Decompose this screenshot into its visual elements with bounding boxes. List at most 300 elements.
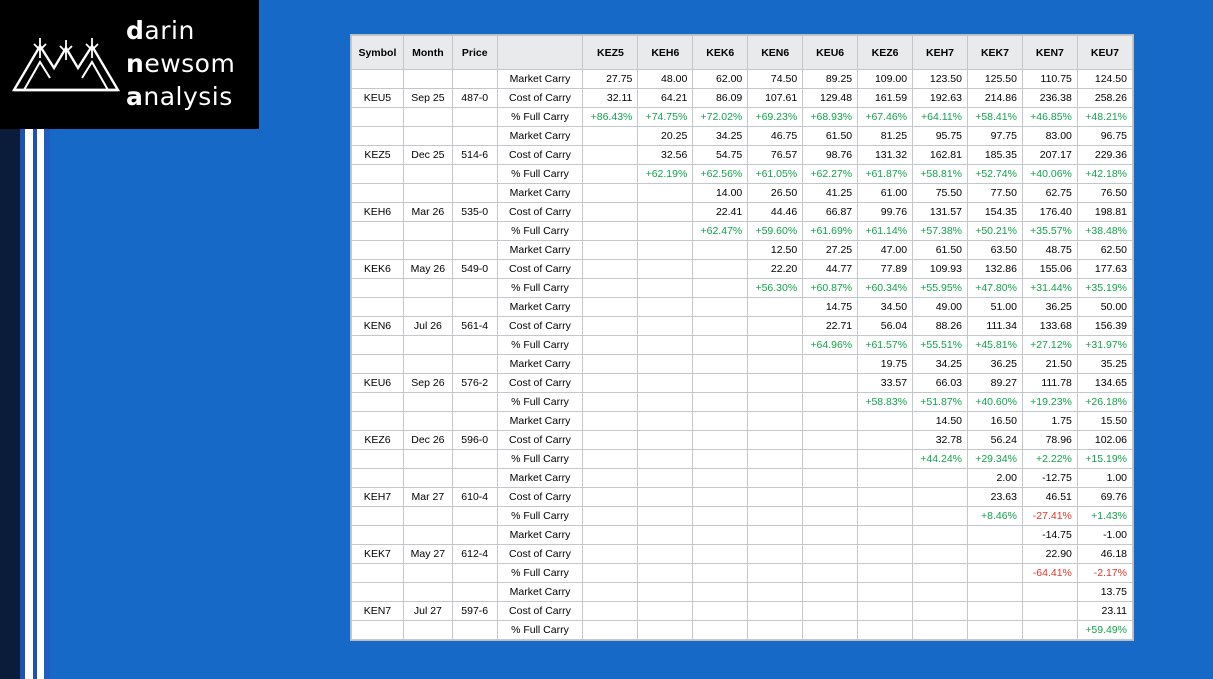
cell-value [1022, 602, 1077, 621]
cell-value [748, 412, 803, 431]
cell-value: 198.81 [1077, 203, 1132, 222]
cell-value: +31.44% [1022, 279, 1077, 298]
cell-value [858, 488, 913, 507]
cell-value: 33.57 [858, 374, 913, 393]
cell-value [583, 393, 638, 412]
table-row [352, 165, 1133, 184]
cell-value: 76.50 [1077, 184, 1132, 203]
brand-line-3: analysis [126, 82, 233, 111]
cell-value: +40.60% [968, 393, 1023, 412]
cell-value: +67.46% [858, 108, 913, 127]
cell-value [583, 545, 638, 564]
cell-value: 21.50 [1022, 355, 1077, 374]
cell-value [583, 412, 638, 431]
cell-value: +59.49% [1077, 621, 1132, 640]
cell-value [858, 583, 913, 602]
cell-value [1022, 621, 1077, 640]
cell-value [583, 279, 638, 298]
cell-value [583, 336, 638, 355]
cell-value: +42.18% [1077, 165, 1132, 184]
cell-value: 78.96 [1022, 431, 1077, 450]
cell-metric-label: Market Carry [497, 355, 583, 374]
cell-month [403, 70, 452, 89]
cell-value: 77.89 [858, 260, 913, 279]
cell-metric-label: Market Carry [497, 583, 583, 602]
cell-value: 62.75 [1022, 184, 1077, 203]
cell-value: 258.26 [1077, 89, 1132, 108]
cell-value: 124.50 [1077, 70, 1132, 89]
cell-metric-label: Cost of Carry [497, 488, 583, 507]
cell-month [403, 469, 452, 488]
cell-value: +55.95% [913, 279, 968, 298]
cell-value: +64.11% [913, 108, 968, 127]
cell-value [858, 621, 913, 640]
cell-value [858, 412, 913, 431]
cell-month: Dec 26 [403, 431, 452, 450]
cell-value: +47.80% [968, 279, 1023, 298]
column-header-kez6: KEZ6 [858, 36, 913, 70]
cell-value [693, 336, 748, 355]
cell-value: +1.43% [1077, 507, 1132, 526]
cell-value: +56.30% [748, 279, 803, 298]
cell-value: +61.14% [858, 222, 913, 241]
cell-price: 549-0 [452, 260, 497, 279]
cell-value [748, 355, 803, 374]
cell-price: 576-2 [452, 374, 497, 393]
cell-value [803, 621, 858, 640]
table-row [352, 488, 1133, 507]
cell-value [638, 583, 693, 602]
cell-month [403, 355, 452, 374]
cell-value: +61.69% [803, 222, 858, 241]
cell-value [583, 317, 638, 336]
cell-symbol [352, 412, 404, 431]
cell-value: 131.57 [913, 203, 968, 222]
cell-symbol [352, 526, 404, 545]
cell-value: 123.50 [913, 70, 968, 89]
cell-value [583, 203, 638, 222]
cell-symbol [352, 279, 404, 298]
cell-symbol [352, 469, 404, 488]
header-row [352, 36, 1133, 70]
cell-price: 597-6 [452, 602, 497, 621]
cell-value [803, 469, 858, 488]
cell-value [968, 526, 1023, 545]
cell-value: 19.75 [858, 355, 913, 374]
cell-value [748, 545, 803, 564]
cell-value [693, 279, 748, 298]
cell-metric-label: % Full Carry [497, 564, 583, 583]
cell-metric-label: Market Carry [497, 241, 583, 260]
brand-logo-block [0, 0, 259, 129]
cell-value [803, 412, 858, 431]
cell-value [748, 488, 803, 507]
table-row [352, 222, 1133, 241]
cell-value: 86.09 [693, 89, 748, 108]
cell-value: 41.25 [803, 184, 858, 203]
cell-value: 66.03 [913, 374, 968, 393]
cell-value [583, 222, 638, 241]
cell-value [638, 184, 693, 203]
cell-value: 26.50 [748, 184, 803, 203]
cell-price [452, 298, 497, 317]
cell-value [693, 298, 748, 317]
cell-value [638, 241, 693, 260]
cell-month [403, 165, 452, 184]
cell-month [403, 184, 452, 203]
cell-value: 20.25 [638, 127, 693, 146]
cell-value [968, 545, 1023, 564]
cell-symbol [352, 450, 404, 469]
brand-line-1: darin [126, 16, 195, 45]
cell-symbol [352, 70, 404, 89]
cell-value: 176.40 [1022, 203, 1077, 222]
cell-value [693, 602, 748, 621]
cell-value [858, 526, 913, 545]
cell-value: +50.21% [968, 222, 1023, 241]
cell-value: +69.23% [748, 108, 803, 127]
cell-value [913, 526, 968, 545]
cell-symbol [352, 108, 404, 127]
cell-value: +44.24% [913, 450, 968, 469]
cell-value [693, 583, 748, 602]
cell-value: 14.50 [913, 412, 968, 431]
cell-metric-label: Cost of Carry [497, 602, 583, 621]
cell-value: +35.57% [1022, 222, 1077, 241]
cell-value: 98.76 [803, 146, 858, 165]
cell-symbol [352, 583, 404, 602]
cell-value: 64.21 [638, 89, 693, 108]
cell-value: +74.75% [638, 108, 693, 127]
cell-month: Mar 26 [403, 203, 452, 222]
cell-value [913, 545, 968, 564]
cell-value [858, 564, 913, 583]
cell-value [748, 507, 803, 526]
cell-price: 514-6 [452, 146, 497, 165]
cell-value: +35.19% [1077, 279, 1132, 298]
cell-value: -64.41% [1022, 564, 1077, 583]
cell-value: 111.78 [1022, 374, 1077, 393]
cell-value: 2.00 [968, 469, 1023, 488]
cell-value: 131.32 [858, 146, 913, 165]
cell-value [968, 602, 1023, 621]
table-row [352, 602, 1133, 621]
cell-value [748, 526, 803, 545]
cell-price: 487-0 [452, 89, 497, 108]
cell-value: 134.65 [1077, 374, 1132, 393]
cell-value: +72.02% [693, 108, 748, 127]
cell-value [693, 393, 748, 412]
cell-value: 1.75 [1022, 412, 1077, 431]
cell-value: 207.17 [1022, 146, 1077, 165]
table-row [352, 355, 1133, 374]
cell-price: 535-0 [452, 203, 497, 222]
cell-value: +60.34% [858, 279, 913, 298]
cell-metric-label: % Full Carry [497, 165, 583, 184]
cell-value: +26.18% [1077, 393, 1132, 412]
cell-value: +61.05% [748, 165, 803, 184]
cell-month [403, 526, 452, 545]
cell-value: 1.00 [1077, 469, 1132, 488]
cell-value [638, 431, 693, 450]
cell-value: 12.50 [748, 241, 803, 260]
cell-month [403, 583, 452, 602]
cell-value: 62.00 [693, 70, 748, 89]
table-row [352, 450, 1133, 469]
cell-value [858, 431, 913, 450]
cell-value [693, 507, 748, 526]
cell-value: 156.39 [1077, 317, 1132, 336]
cell-symbol: KEZ5 [352, 146, 404, 165]
cell-symbol: KEU5 [352, 89, 404, 108]
cell-value: 95.75 [913, 127, 968, 146]
cell-value [638, 488, 693, 507]
cell-month [403, 279, 452, 298]
column-header-symbol: Symbol [352, 36, 404, 70]
cell-value [748, 621, 803, 640]
brand-wordmark [126, 14, 235, 113]
cell-value [638, 355, 693, 374]
cell-value [638, 298, 693, 317]
cell-symbol: KEU6 [352, 374, 404, 393]
cell-value: 27.75 [583, 70, 638, 89]
table-row [352, 70, 1133, 89]
cell-value: +57.38% [913, 222, 968, 241]
cell-metric-label: Cost of Carry [497, 146, 583, 165]
cell-value: 44.46 [748, 203, 803, 222]
cell-value [693, 526, 748, 545]
cell-month [403, 450, 452, 469]
cell-price [452, 355, 497, 374]
cell-value: 102.06 [1077, 431, 1132, 450]
cell-price: 561-4 [452, 317, 497, 336]
cell-value: +61.87% [858, 165, 913, 184]
cell-value [913, 564, 968, 583]
cell-value: +31.97% [1077, 336, 1132, 355]
table-row [352, 298, 1133, 317]
column-header-kek6: KEK6 [693, 36, 748, 70]
cell-value: 129.48 [803, 89, 858, 108]
cell-value [693, 545, 748, 564]
cell-metric-label: Market Carry [497, 298, 583, 317]
cell-value: 74.50 [748, 70, 803, 89]
cell-value: +55.51% [913, 336, 968, 355]
column-header-keu6: KEU6 [803, 36, 858, 70]
carry-table-container [350, 34, 1134, 641]
cell-value: 32.78 [913, 431, 968, 450]
cell-value: 22.90 [1022, 545, 1077, 564]
cell-value [858, 507, 913, 526]
cell-value [858, 469, 913, 488]
table-row [352, 393, 1133, 412]
cell-value: +59.60% [748, 222, 803, 241]
column-header-ken7: KEN7 [1022, 36, 1077, 70]
cell-month [403, 241, 452, 260]
cell-value [583, 526, 638, 545]
cell-value [638, 260, 693, 279]
cell-value: -1.00 [1077, 526, 1132, 545]
cell-value: 76.57 [748, 146, 803, 165]
cell-value: 89.25 [803, 70, 858, 89]
cell-value [583, 241, 638, 260]
cell-value: +58.41% [968, 108, 1023, 127]
cell-price [452, 165, 497, 184]
cell-value: 110.75 [1022, 70, 1077, 89]
cell-value [583, 431, 638, 450]
cell-value: 15.50 [1077, 412, 1132, 431]
cell-value: +64.96% [803, 336, 858, 355]
cell-value [913, 507, 968, 526]
cell-value: +38.48% [1077, 222, 1132, 241]
cell-value: 109.93 [913, 260, 968, 279]
cell-value [803, 374, 858, 393]
cell-value [638, 526, 693, 545]
cell-value: 75.50 [913, 184, 968, 203]
cell-value: 14.00 [693, 184, 748, 203]
cell-value: +60.87% [803, 279, 858, 298]
cell-value: 46.18 [1077, 545, 1132, 564]
table-row [352, 279, 1133, 298]
column-header-keu7: KEU7 [1077, 36, 1132, 70]
column-header-kez5: KEZ5 [583, 36, 638, 70]
cell-metric-label: Cost of Carry [497, 89, 583, 108]
cell-price: 596-0 [452, 431, 497, 450]
cell-value: 13.75 [1077, 583, 1132, 602]
cell-metric-label: % Full Carry [497, 222, 583, 241]
cell-month [403, 222, 452, 241]
cell-metric-label: % Full Carry [497, 450, 583, 469]
cell-value [748, 374, 803, 393]
cell-month: May 27 [403, 545, 452, 564]
cell-value: 96.75 [1077, 127, 1132, 146]
cell-price [452, 412, 497, 431]
cell-value [638, 222, 693, 241]
cell-value [693, 374, 748, 393]
table-row [352, 127, 1133, 146]
column-header-metric [497, 36, 583, 70]
cell-value [638, 507, 693, 526]
cell-metric-label: Market Carry [497, 526, 583, 545]
cell-month: Jul 27 [403, 602, 452, 621]
cell-symbol [352, 336, 404, 355]
cell-price [452, 526, 497, 545]
cell-symbol [352, 564, 404, 583]
cell-value: 51.00 [968, 298, 1023, 317]
cell-value: 48.00 [638, 70, 693, 89]
table-row [352, 241, 1133, 260]
table-row [352, 469, 1133, 488]
cell-month: May 26 [403, 260, 452, 279]
table-row [352, 260, 1133, 279]
cell-value [693, 450, 748, 469]
cell-value [803, 393, 858, 412]
cell-value [803, 450, 858, 469]
table-row [352, 146, 1133, 165]
cell-price [452, 70, 497, 89]
cell-price [452, 184, 497, 203]
cell-price [452, 621, 497, 640]
cell-value: 155.06 [1022, 260, 1077, 279]
cell-month [403, 564, 452, 583]
cell-price [452, 583, 497, 602]
cell-metric-label: Market Carry [497, 184, 583, 203]
cell-price: 610-4 [452, 488, 497, 507]
cell-value: 36.25 [1022, 298, 1077, 317]
table-row [352, 374, 1133, 393]
cell-value: 36.25 [968, 355, 1023, 374]
cell-value [583, 374, 638, 393]
table-row [352, 412, 1133, 431]
cell-symbol: KEN7 [352, 602, 404, 621]
cell-value: 54.75 [693, 146, 748, 165]
cell-value: 35.25 [1077, 355, 1132, 374]
cell-value [803, 545, 858, 564]
cell-month [403, 336, 452, 355]
cell-value: +58.81% [913, 165, 968, 184]
cell-value: 89.27 [968, 374, 1023, 393]
table-row [352, 431, 1133, 450]
cell-value [913, 621, 968, 640]
cell-value: 46.51 [1022, 488, 1077, 507]
cell-symbol: KEH6 [352, 203, 404, 222]
cell-metric-label: Cost of Carry [497, 260, 583, 279]
cell-price [452, 393, 497, 412]
cell-month [403, 298, 452, 317]
cell-symbol: KEN6 [352, 317, 404, 336]
cell-price [452, 222, 497, 241]
cell-value: 161.59 [858, 89, 913, 108]
cell-value [638, 469, 693, 488]
cell-value [858, 545, 913, 564]
cell-value: 44.77 [803, 260, 858, 279]
table-row [352, 317, 1133, 336]
brand-line-2: newsom [126, 49, 236, 78]
cell-value [583, 184, 638, 203]
cell-price [452, 336, 497, 355]
mountain-logo-icon [10, 28, 122, 100]
cell-value: +68.93% [803, 108, 858, 127]
cell-value [638, 336, 693, 355]
cell-value: +86.43% [583, 108, 638, 127]
cell-value [638, 317, 693, 336]
cell-symbol: KEK6 [352, 260, 404, 279]
cell-value: 97.75 [968, 127, 1023, 146]
cell-value [748, 431, 803, 450]
cell-value [968, 564, 1023, 583]
cell-value: 32.11 [583, 89, 638, 108]
cell-price: 612-4 [452, 545, 497, 564]
cell-value [638, 203, 693, 222]
cell-value: 229.36 [1077, 146, 1132, 165]
cell-value [803, 564, 858, 583]
cell-value: 133.68 [1022, 317, 1077, 336]
cell-value: 192.63 [913, 89, 968, 108]
cell-price [452, 564, 497, 583]
cell-value [583, 146, 638, 165]
cell-symbol [352, 507, 404, 526]
cell-value [748, 317, 803, 336]
cell-symbol: KEH7 [352, 488, 404, 507]
cell-value: 125.50 [968, 70, 1023, 89]
cell-metric-label: Market Carry [497, 70, 583, 89]
carry-table-body [352, 70, 1133, 640]
cell-value: 62.50 [1077, 241, 1132, 260]
cell-value: 50.00 [1077, 298, 1132, 317]
cell-value [583, 602, 638, 621]
cell-value [583, 507, 638, 526]
cell-value [583, 165, 638, 184]
cell-symbol: KEK7 [352, 545, 404, 564]
